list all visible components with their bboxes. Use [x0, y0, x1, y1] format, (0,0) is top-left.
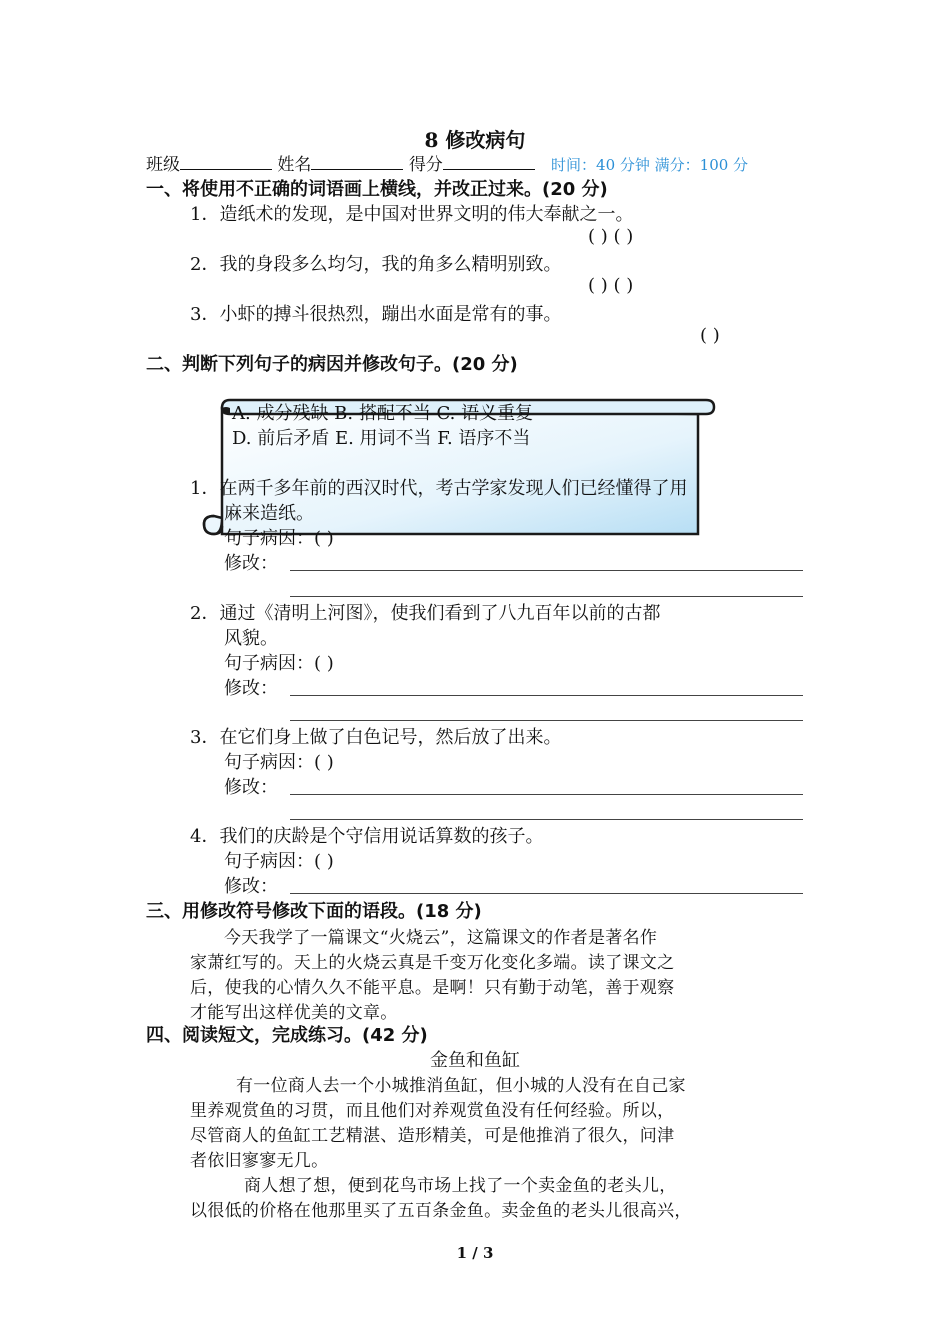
- s2-q3-line1: 3．在它们身上做了白色记号，然后放了出来。: [190, 727, 562, 748]
- s2-q2-line2: 风貌。: [224, 628, 278, 649]
- score-blank[interactable]: [443, 153, 535, 170]
- s4-line4: 者依旧寥寥无几。: [190, 1151, 329, 1171]
- class-blank[interactable]: [180, 153, 272, 170]
- s2-q3-reason[interactable]: 句子病因：( ): [224, 752, 334, 773]
- s2-q3-fix-label: 修改：: [224, 777, 278, 798]
- s3-line2: 家萧红写的。天上的火烧云真是千变万化变化多端。读了课文之: [190, 953, 675, 973]
- section4-heading: 四、阅读短文，完成练习。(42 分): [146, 1025, 428, 1046]
- s1-q1-answer[interactable]: ( ) ( ): [588, 226, 634, 247]
- name-blank[interactable]: [311, 153, 403, 170]
- s1-q2-answer[interactable]: ( ) ( ): [588, 275, 634, 296]
- section2-heading: 二、判断下列句子的病因并修改句子。(20 分): [146, 354, 518, 375]
- s2-q4-line1: 4．我们的庆龄是个守信用说话算数的孩子。: [190, 826, 544, 847]
- s4-line5: 商人想了想，便到花鸟市场上找了一个卖金鱼的老头儿，: [244, 1176, 677, 1196]
- s1-q3-answer[interactable]: ( ): [700, 325, 720, 346]
- options-row1: A. 成分残缺 B. 搭配不当 C. 语义重复: [232, 403, 534, 424]
- s2-q3-fix-line2[interactable]: [290, 819, 803, 820]
- s4-line2: 里养观赏鱼的习贯，而且他们对养观赏鱼没有任何经验。所以，: [190, 1101, 675, 1121]
- s4-line6: 以很低的价格在他那里买了五百条金鱼。卖金鱼的老头儿很高兴，: [190, 1201, 692, 1221]
- s2-q3-fix-line1[interactable]: [290, 794, 803, 795]
- s2-q2-reason[interactable]: 句子病因：( ): [224, 653, 334, 674]
- s4-line1: 有一位商人去一个小城推消鱼缸，但小城的人没有在自己家: [236, 1076, 686, 1096]
- s2-q1-fix-line2[interactable]: [290, 596, 803, 597]
- time-info: 时间：40 分钟 满分：100 分: [551, 156, 749, 174]
- s3-line1: 今天我学了一篇课文“火烧云”，这篇课文的作者是著名作: [224, 928, 658, 948]
- section3-heading: 三、用修改符号修改下面的语段。(18 分): [146, 901, 482, 922]
- s2-q2-fix-line2[interactable]: [290, 720, 803, 721]
- name-label: 姓名: [277, 155, 312, 175]
- page-title: 8 修改病句: [424, 128, 526, 152]
- s2-q4-fix-label: 修改：: [224, 876, 278, 897]
- header-info: [146, 150, 748, 175]
- s2-q4-fix-line1[interactable]: [290, 893, 803, 894]
- score-label: 得分: [408, 155, 443, 175]
- story-title: 金鱼和鱼缸: [430, 1050, 520, 1071]
- s2-q2-line1: 2．通过《清明上河图》，使我们看到了八九百年以前的古都: [190, 603, 661, 624]
- s2-q2-fix-label: 修改：: [224, 678, 278, 699]
- s1-q1: 1．造纸术的发现，是中国对世界文明的伟大奉献之一。: [190, 204, 634, 225]
- s4-line3: 尽管商人的鱼缸工艺精湛、造形精美，可是他推消了很久，问津: [190, 1126, 675, 1146]
- s2-q1-line2: 麻来造纸。: [224, 503, 314, 524]
- s3-line3: 后，使我的心情久久不能平息。是啊！只有勤于动笔，善于观察: [190, 978, 675, 998]
- s2-q4-reason[interactable]: 句子病因：( ): [224, 851, 334, 872]
- class-label: 班级: [146, 155, 180, 175]
- options-row2: D. 前后矛盾 E. 用词不当 F. 语序不当: [232, 428, 531, 449]
- s2-q1-fix-label: 修改：: [224, 553, 278, 574]
- s3-line4: 才能写出这样优美的文章。: [190, 1003, 398, 1023]
- s1-q2: 2．我的身段多么均匀，我的角多么精明别致。: [190, 254, 562, 275]
- s2-q1-reason[interactable]: 句子病因：( ): [224, 528, 334, 549]
- s1-q3: 3．小虾的搏斗很热烈，蹦出水面是常有的事。: [190, 304, 562, 325]
- section1-heading: 一、将使用不正确的词语画上横线，并改正过来。(20 分): [146, 179, 608, 200]
- s2-q1-fix-line1[interactable]: [290, 570, 803, 571]
- s2-q1-line1: 1．在两千多年前的西汉时代，考古学家发现人们已经懂得了用: [190, 478, 688, 499]
- page-number: 1 / 3: [456, 1244, 494, 1262]
- s2-q2-fix-line1[interactable]: [290, 695, 803, 696]
